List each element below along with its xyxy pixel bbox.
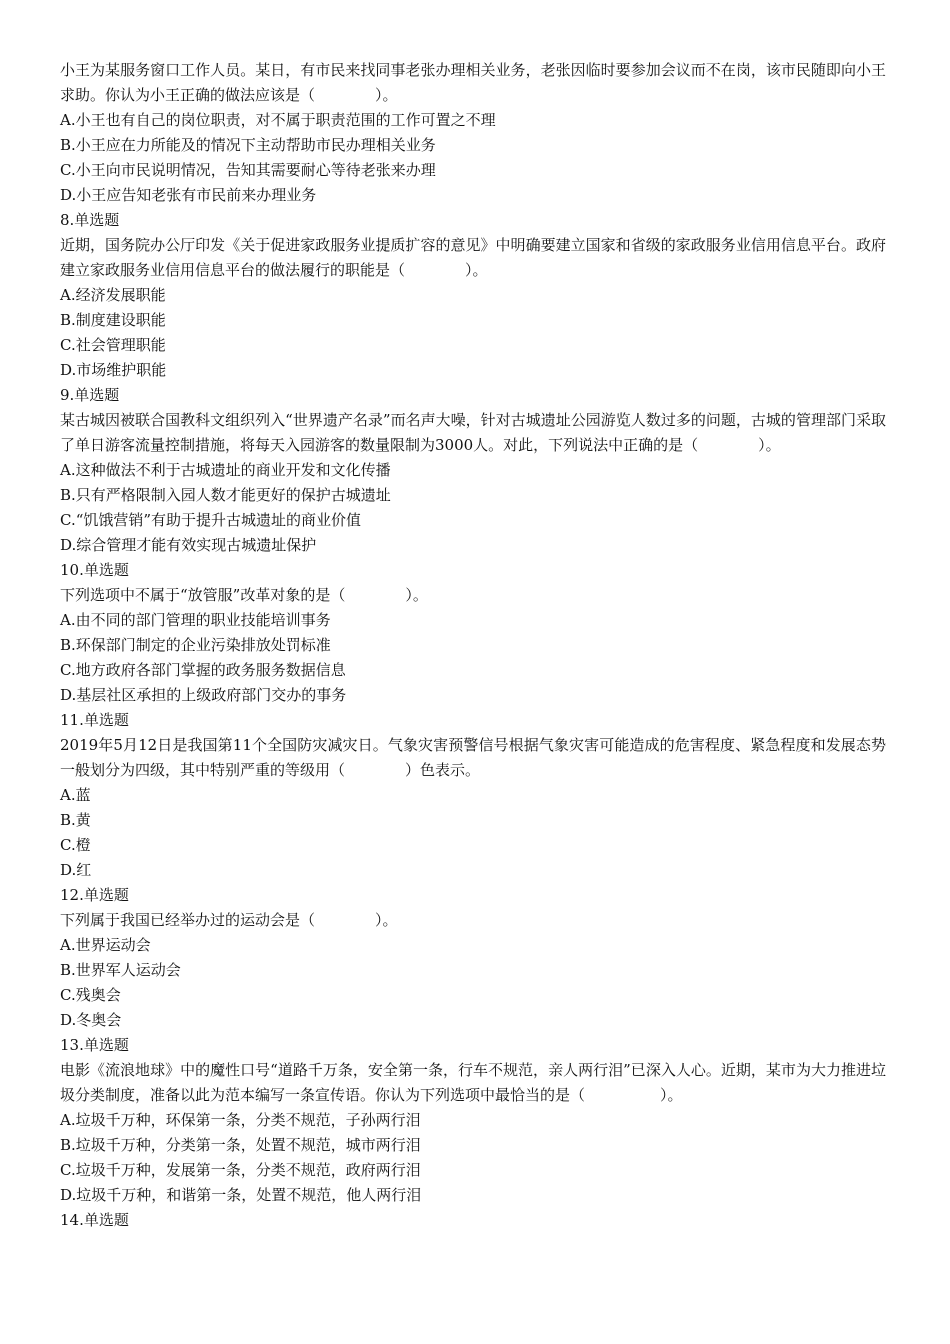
- option-b: B.垃圾千万种，分类第一条，处置不规范，城市两行泪: [60, 1136, 421, 1154]
- option-c: C.社会管理职能: [60, 336, 166, 354]
- option-d: D.小王应告知老张有市民前来办理业务: [60, 186, 317, 204]
- question-header: 10.单选题: [60, 561, 129, 579]
- option-c: C.地方政府各部门掌握的政务服务数据信息: [60, 661, 346, 679]
- option-a: A.蓝: [60, 786, 91, 804]
- option-a: A.垃圾千万种，环保第一条，分类不规范，子孙两行泪: [60, 1111, 421, 1129]
- option-d: D.基层社区承担的上级政府部门交办的事务: [60, 686, 347, 704]
- question-stem: 电影《流浪地球》中的魔性口号“道路千万条，安全第一条，行车不规范，亲人两行泪”已深入人心。近期，某市为大力推进垃圾分类制度，准备以此为范本编写一条宣传语。你认为下列选项中最恰当的是（ ）。: [60, 1061, 886, 1104]
- option-b: B.环保部门制定的企业污染排放处罚标准: [60, 636, 331, 654]
- option-a: A.这种做法不利于古城遗址的商业开发和文化传播: [60, 461, 391, 479]
- question-block: [60, 58, 886, 208]
- question-block: [60, 1208, 886, 1233]
- option-d: D.市场维护职能: [60, 361, 167, 379]
- document-page: [60, 58, 886, 1233]
- question-stem: 下列属于我国已经举办过的运动会是（ ）。: [60, 911, 398, 929]
- question-header: 11.单选题: [60, 711, 129, 729]
- question-stem: 某古城因被联合国教科文组织列入“世界遗产名录”而名声大噪，针对古城遗址公园游览人数过多的问题，古城的管理部门采取了单日游客流量控制措施，将每天入园游客的数量限制为3000人。对此，下列说法中正确的是（ ）。: [60, 411, 886, 454]
- question-stem: 小王为某服务窗口工作人员。某日，有市民来找同事老张办理相关业务，老张因临时要参加会议而不在岗，该市民随即向小王求助。你认为小王正确的做法应该是（ ）。: [60, 61, 886, 104]
- question-block: [60, 558, 886, 708]
- option-b: B.世界军人运动会: [60, 961, 181, 979]
- question-stem: 近期，国务院办公厅印发《关于促进家政服务业提质扩容的意见》中明确要建立国家和省级的家政服务业信用信息平台。政府建立家政服务业信用信息平台的做法履行的职能是（ ）。: [60, 236, 886, 279]
- question-header: 8.单选题: [60, 211, 120, 229]
- question-block: [60, 883, 886, 1033]
- option-d: D.垃圾千万种，和谐第一条，处置不规范，他人两行泪: [60, 1186, 422, 1204]
- option-b: B.小王应在力所能及的情况下主动帮助市民办理相关业务: [60, 136, 436, 154]
- option-a: A.经济发展职能: [60, 286, 166, 304]
- question-header: 12.单选题: [60, 886, 129, 904]
- option-c: C.残奥会: [60, 986, 121, 1004]
- question-block: [60, 1033, 886, 1208]
- question-header: 14.单选题: [60, 1211, 129, 1229]
- option-c: C.小王向市民说明情况，告知其需要耐心等待老张来办理: [60, 161, 436, 179]
- question-header: 9.单选题: [60, 386, 120, 404]
- option-a: A.由不同的部门管理的职业技能培训事务: [60, 611, 331, 629]
- option-a: A.小王也有自己的岗位职责，对不属于职责范围的工作可置之不理: [60, 111, 496, 129]
- option-b: B.制度建设职能: [60, 311, 166, 329]
- option-c: C.橙: [60, 836, 91, 854]
- option-d: D.冬奥会: [60, 1011, 122, 1029]
- question-stem: 下列选项中不属于“放管服”改革对象的是（ ）。: [60, 586, 428, 604]
- option-c: C.垃圾千万种，发展第一条，分类不规范，政府两行泪: [60, 1161, 421, 1179]
- option-b: B.黄: [60, 811, 91, 829]
- question-block: [60, 208, 886, 383]
- option-d: D.红: [60, 861, 92, 879]
- question-block: [60, 383, 886, 558]
- question-stem: 2019年5月12日是我国第11个全国防灾减灾日。气象灾害预警信号根据气象灾害可能造成的危害程度、紧急程度和发展态势一般划分为四级，其中特别严重的等级用（ ）色表示。: [60, 736, 886, 779]
- option-b: B.只有严格限制入园人数才能更好的保护古城遗址: [60, 486, 391, 504]
- option-d: D.综合管理才能有效实现古城遗址保护: [60, 536, 317, 554]
- option-a: A.世界运动会: [60, 936, 151, 954]
- option-c: C.“饥饿营销”有助于提升古城遗址的商业价值: [60, 511, 362, 529]
- question-header: 13.单选题: [60, 1036, 129, 1054]
- question-block: [60, 708, 886, 883]
